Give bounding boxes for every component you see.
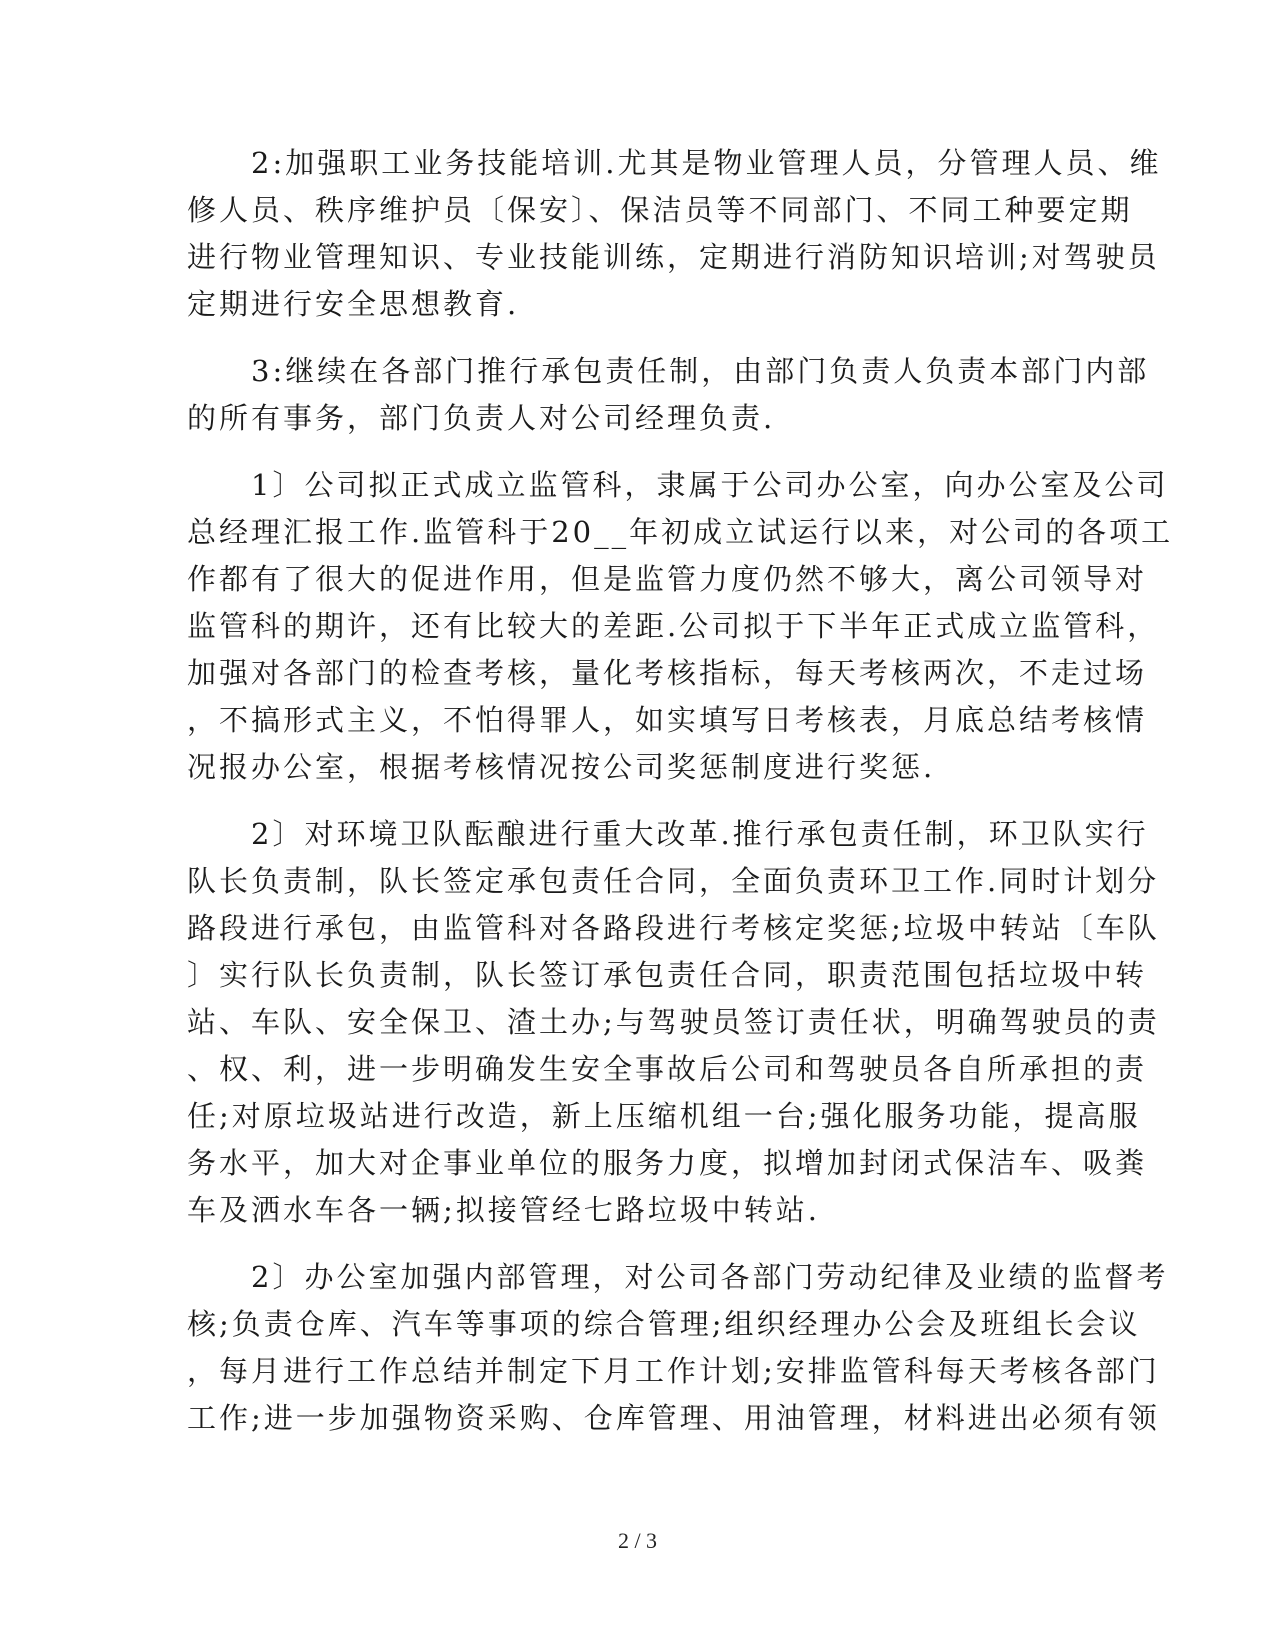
text-line: 2:加强职工业务技能培训.尤其是物业管理人员，分管理人员、维 (187, 146, 1162, 180)
text-line: 2〕办公室加强内部管理，对公司各部门劳动纪律及业绩的监督考 (187, 1260, 1169, 1294)
text-line: 加强对各部门的检查考核，量化考核指标，每天考核两次，不走过场 (187, 656, 1148, 690)
text-line: 定期进行安全思想教育. (187, 287, 520, 321)
text-line: ，每月进行工作总结并制定下月工作计划;安排监管科每天考核各部门 (187, 1354, 1160, 1388)
text-line: 总经理汇报工作.监管科于20__年初成立试运行以来，对公司的各项工 (187, 515, 1174, 549)
text-line: 路段进行承包，由监管科对各路段进行考核定奖惩;垃圾中转站〔车队 (187, 911, 1160, 945)
paragraph-1 (187, 140, 1162, 328)
text-line: 的所有事务，部门负责人对公司经理负责. (187, 401, 776, 435)
text-line: 3:继续在各部门推行承包责任制，由部门负责人负责本部门内部 (187, 354, 1150, 388)
text-line: 车及洒水车各一辆;拟接管经七路垃圾中转站. (187, 1193, 820, 1227)
text-line: 站、车队、安全保卫、渣土办;与驾驶员签订责任状，明确驾驶员的责 (187, 1005, 1160, 1039)
text-line: 务水平，加大对企事业单位的服务力度，拟增加封闭式保洁车、吸粪 (187, 1146, 1148, 1180)
paragraph-2 (187, 348, 1150, 442)
paragraph-5 (187, 1254, 1169, 1442)
paragraph-4 (187, 811, 1160, 1234)
text-line: 核;负责仓库、汽车等事项的综合管理;组织经理办公会及班组长会议 (187, 1307, 1141, 1341)
text-line: 1〕公司拟正式成立监管科，隶属于公司办公室，向办公室及公司 (187, 468, 1169, 502)
document-body (187, 140, 1174, 1462)
text-line: 工作;进一步加强物资采购、仓库管理、用油管理，材料进出必须有领 (187, 1401, 1160, 1435)
text-line: 修人员、秩序维护员〔保安〕、保洁员等不同部门、不同工种要定期 (187, 193, 1133, 227)
page-number: 2 / 3 (617, 1528, 658, 1553)
text-line: 进行物业管理知识、专业技能训练，定期进行消防知识培训;对驾驶员 (187, 240, 1160, 274)
paragraph-3 (187, 462, 1174, 791)
text-line: 作都有了很大的促进作用，但是监管力度仍然不够大，离公司领导对 (187, 562, 1148, 596)
text-line: ，不搞形式主义，不怕得罪人，如实填写日考核表，月底总结考核情 (187, 703, 1148, 737)
text-line: 队长负责制，队长签定承包责任合同，全面负责环卫工作.同时计划分 (187, 864, 1160, 898)
text-line: 任;对原垃圾站进行改造，新上压缩机组一台;强化服务功能，提高服 (187, 1099, 1141, 1133)
text-line: 监管科的期许，还有比较大的差距.公司拟于下半年正式成立监管科， (187, 609, 1160, 643)
text-line: 〕实行队长负责制，队长签订承包责任合同，职责范围包括垃圾中转 (187, 958, 1148, 992)
text-line: 2〕对环境卫队酝酿进行重大改革.推行承包责任制，环卫队实行 (187, 817, 1149, 851)
text-line: 、权、利，进一步明确发生安全事故后公司和驾驶员各自所承担的责 (187, 1052, 1148, 1086)
text-line: 况报办公室，根据考核情况按公司奖惩制度进行奖惩. (187, 750, 936, 784)
